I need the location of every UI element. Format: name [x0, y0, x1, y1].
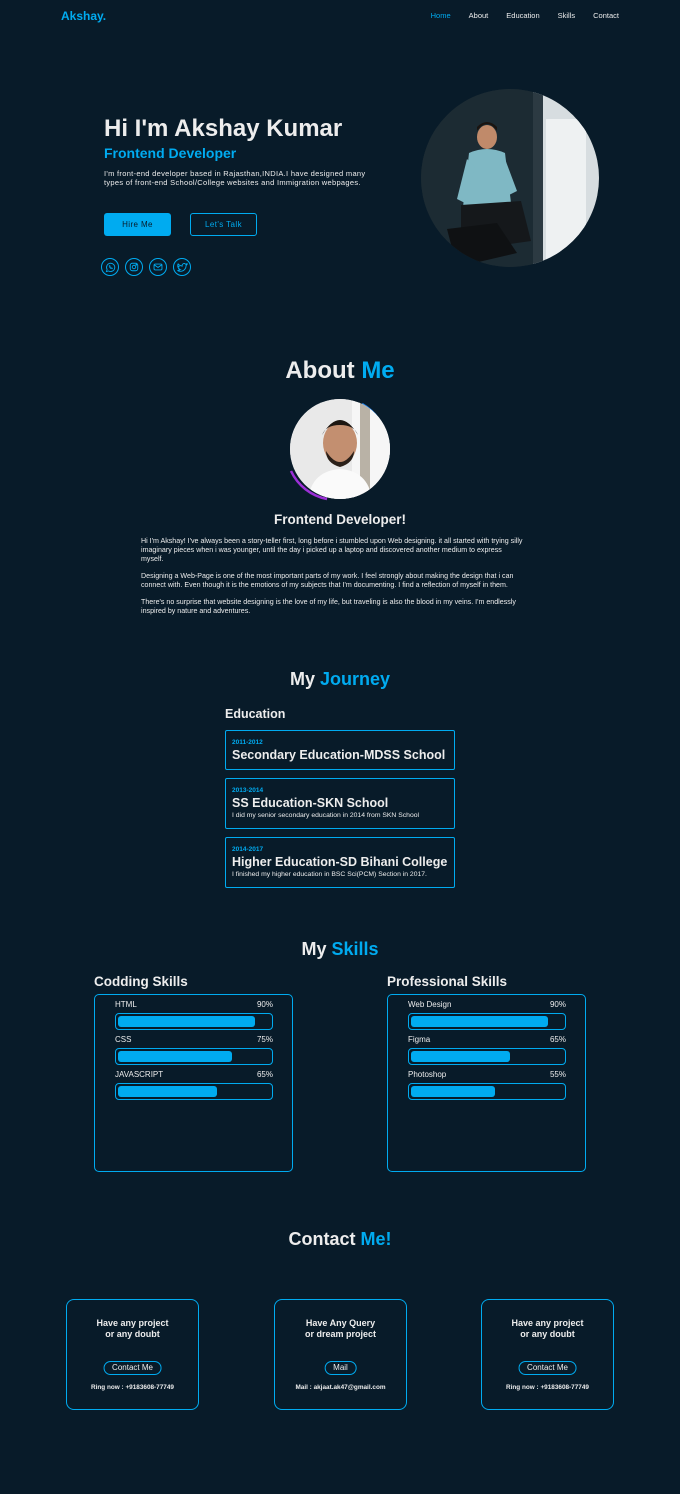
skill-percent: 75%	[256, 1035, 273, 1044]
skill-percent: 55%	[549, 1070, 566, 1079]
education-year: 2013-2014	[232, 787, 264, 794]
journey-heading-main: My	[289, 669, 315, 689]
nav-education[interactable]: Education	[506, 11, 540, 20]
skills-heading-main: My	[301, 939, 327, 959]
contact-card	[274, 1299, 407, 1410]
professional-skills-title: Professional Skills	[387, 974, 508, 989]
hero-title: Hi I'm Akshay Kumar	[104, 115, 343, 142]
hire-me-button[interactable]: Hire Me	[104, 213, 171, 236]
journey-heading	[0, 669, 680, 690]
journey-heading-accent: Journey	[320, 669, 391, 689]
skill-name: Photoshop	[408, 1070, 447, 1079]
contact-card-info: Ring now : +9183608-77749	[91, 1384, 174, 1391]
skill-name: Figma	[408, 1035, 431, 1044]
hero-role: Frontend Developer	[104, 145, 237, 161]
contact-card-title: Have any project or any doubt	[511, 1318, 584, 1339]
skill-bar	[408, 1048, 566, 1065]
education-description: I did my senior secondary education in 2014 from SKN School	[232, 812, 420, 819]
social-links	[101, 258, 191, 276]
contact-card-title: Have any project or any doubt	[96, 1318, 169, 1339]
about-profile-photo	[290, 399, 390, 499]
contact-me-button[interactable]: Contact Me	[518, 1361, 577, 1375]
skill-bar	[408, 1083, 566, 1100]
contact-heading	[0, 1229, 680, 1250]
skill-name: HTML	[115, 1000, 137, 1009]
education-card	[225, 730, 455, 770]
coding-skills-title: Codding Skills	[94, 974, 188, 989]
skill-item	[408, 1000, 566, 1030]
skill-bar	[115, 1048, 273, 1065]
whatsapp-icon[interactable]	[101, 258, 119, 276]
contact-card-info: Ring now : +9183608-77749	[506, 1384, 589, 1391]
skills-heading	[0, 939, 680, 960]
skill-item	[115, 1035, 273, 1065]
contact-card-title: Have Any Query or dream project	[304, 1318, 377, 1339]
contact-card	[481, 1299, 614, 1410]
instagram-icon[interactable]	[125, 258, 143, 276]
about-subtitle: Frontend Developer!	[273, 512, 406, 527]
skill-bar-fill	[411, 1051, 510, 1062]
contact-me-button[interactable]: Contact Me	[103, 1361, 162, 1375]
lets-talk-button[interactable]: Let's Talk	[190, 213, 257, 236]
about-heading	[0, 357, 680, 385]
about-paragraph: There's no surprise that website designing is the love of my life, but traveling is also the blood in my veins. I'm endlessly inspired by nature and adventures.	[141, 598, 516, 615]
about-heading-main: About	[285, 357, 355, 384]
nav-home[interactable]: Home	[430, 11, 451, 20]
header	[0, 0, 680, 30]
skill-bar-fill	[118, 1051, 232, 1062]
skill-item	[408, 1035, 566, 1065]
skill-name: CSS	[115, 1035, 132, 1044]
education-year: 2014-2017	[232, 846, 264, 853]
contact-heading-main: Contact	[288, 1229, 356, 1249]
skill-bar-fill	[118, 1086, 217, 1097]
education-card	[225, 778, 455, 829]
hero-profile-photo	[421, 89, 599, 267]
skill-name: JAVASCRIPT	[115, 1070, 164, 1079]
contact-card	[66, 1299, 199, 1410]
about-paragraph: Designing a Web-Page is one of the most important parts of my work. I feel strongly about making the design that i can connect with. Even though it is the emotions of my subjects that I'm documenting. I find a reflection of myself in them.	[141, 572, 514, 589]
logo[interactable]: Akshay.	[61, 9, 107, 23]
contact-card-info: Mail : akjaat.ak47@gmail.com	[295, 1384, 386, 1391]
hero-description: I'm front-end developer based in Rajasthan,INDIA.I have designed many types of front-end School/College websites and Immigration webpages.	[104, 169, 366, 188]
skill-bar	[115, 1083, 273, 1100]
skill-bar	[115, 1013, 273, 1030]
skill-bar	[408, 1013, 566, 1030]
education-name: SS Education-SKN School	[232, 796, 389, 810]
skill-percent: 90%	[549, 1000, 566, 1009]
professional-skills-box	[387, 994, 586, 1172]
education-name: Higher Education-SD Bihani College	[232, 855, 448, 869]
coding-skills-box	[94, 994, 293, 1172]
mail-icon[interactable]	[149, 258, 167, 276]
about-photo-frame	[287, 396, 393, 502]
mail-button[interactable]: Mail	[324, 1361, 357, 1375]
skills-heading-accent: Skills	[331, 939, 379, 959]
skill-percent: 90%	[256, 1000, 273, 1009]
about-paragraph: Hi I'm Akshay! I've always been a story-teller first, long before i stumbled upon Web designing. it all started with trying silly imaginary pieces when i was younger, until the day i picked up a laptop and discovered another medium to express myself.	[141, 537, 523, 563]
skill-percent: 65%	[256, 1070, 273, 1079]
about-text	[141, 537, 526, 624]
education-card	[225, 837, 455, 888]
nav-about[interactable]: About	[468, 11, 489, 20]
skill-percent: 65%	[549, 1035, 566, 1044]
contact-heading-accent: Me!	[360, 1229, 392, 1249]
skill-name: Web Design	[408, 1000, 452, 1009]
education-name: Secondary Education-MDSS School	[232, 748, 446, 762]
twitter-icon[interactable]	[173, 258, 191, 276]
skill-item	[115, 1000, 273, 1030]
skill-bar-fill	[411, 1016, 548, 1027]
skill-bar-fill	[411, 1086, 495, 1097]
skill-bar-fill	[118, 1016, 255, 1027]
education-title: Education	[225, 707, 286, 721]
skill-item	[408, 1070, 566, 1100]
skill-item	[115, 1070, 273, 1100]
education-description: I finished my higher education in BSC Sci(PCM) Section in 2017.	[232, 871, 427, 878]
about-heading-accent: Me	[361, 357, 395, 384]
nav-skills[interactable]: Skills	[557, 11, 576, 20]
nav-contact[interactable]: Contact	[593, 11, 619, 20]
education-year: 2011-2012	[232, 739, 263, 746]
main-nav	[431, 11, 619, 20]
